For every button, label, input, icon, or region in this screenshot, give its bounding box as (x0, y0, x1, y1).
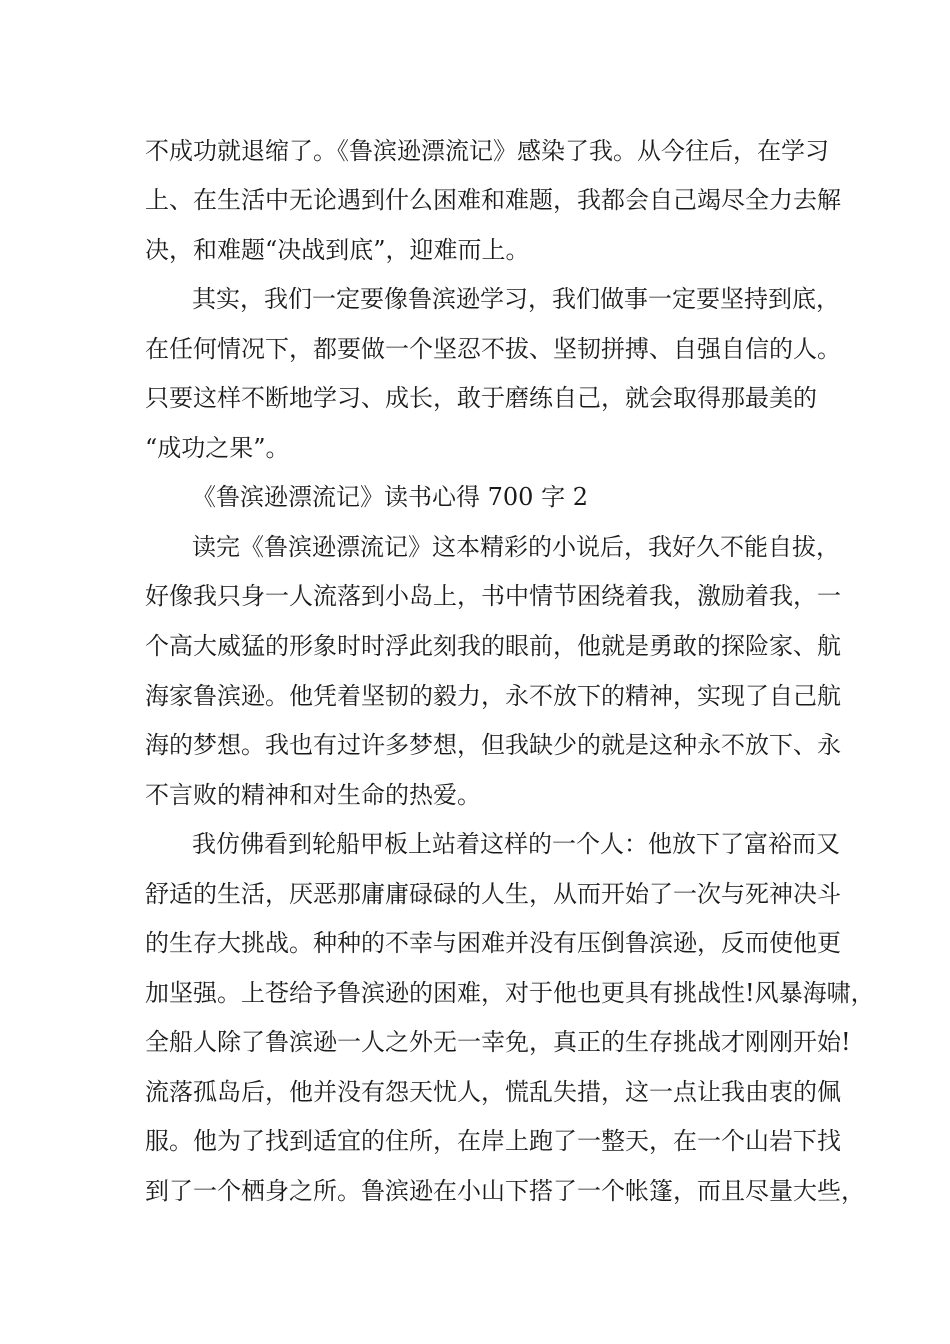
text-line: 的生存大挑战。种种的不幸与困难并没有压倒鲁滨逊，反而使他更 (145, 929, 841, 957)
text-line: 服。他为了找到适宜的住所，在岸上跑了一整天，在一个山岩下找 (145, 1127, 841, 1155)
text-line: 到了一个栖身之所。鲁滨逊在小山下搭了一个帐篷，而且尽量大些， (145, 1177, 865, 1205)
text-line: 流落孤岛后，他并没有怨天忧人，慌乱失措，这一点让我由衷的佩 (145, 1078, 841, 1106)
paragraph-first-line: 我仿佛看到轮船甲板上站着这样的一个人：他放下了富裕而又 (192, 830, 840, 858)
text-line: 舒适的生活，厌恶那庸庸碌碌的人生，从而开始了一次与死神决斗 (145, 880, 841, 908)
paragraph-first-line: 其实，我们一定要像鲁滨逊学习，我们做事一定要坚持到底， (192, 285, 840, 313)
text-line: 不言败的精神和对生命的热爱。 (145, 781, 481, 809)
text-line: 在任何情况下，都要做一个坚忍不拔、坚韧拼搏、自强自信的人。 (145, 335, 841, 363)
text-line: 加坚强。上苍给予鲁滨逊的困难，对于他也更具有挑战性!风暴海啸， (145, 979, 875, 1007)
text-line: 只要这样不断地学习、成长，敢于磨练自己，就会取得那最美的 (145, 384, 817, 412)
text-line: “成功之果”。 (145, 434, 290, 462)
text-line: 上、在生活中无论遇到什么困难和难题，我都会自己竭尽全力去解 (145, 186, 841, 214)
paragraph-first-line: 读完《鲁滨逊漂流记》这本精彩的小说后，我好久不能自拔， (192, 533, 840, 561)
text-line: 好像我只身一人流落到小岛上，书中情节困绕着我，激励着我，一 (145, 582, 841, 610)
text-line: 全船人除了鲁滨逊一人之外无一幸免，真正的生存挑战才刚刚开始! (145, 1028, 851, 1056)
text-line: 海家鲁滨逊。他凭着坚韧的毅力，永不放下的精神，实现了自己航 (145, 682, 841, 710)
text-line: 海的梦想。我也有过许多梦想，但我缺少的就是这种永不放下、永 (145, 731, 841, 759)
text-line: 个高大威猛的形象时时浮此刻我的眼前，他就是勇敢的探险家、航 (145, 632, 841, 660)
section-heading: 《鲁滨逊漂流记》读书心得 700 字 2 (192, 483, 588, 511)
text-line: 不成功就退缩了。《鲁滨逊漂流记》感染了我。从今往后，在学习 (145, 137, 829, 165)
text-line: 决，和难题“决战到底”，迎难而上。 (145, 236, 530, 264)
